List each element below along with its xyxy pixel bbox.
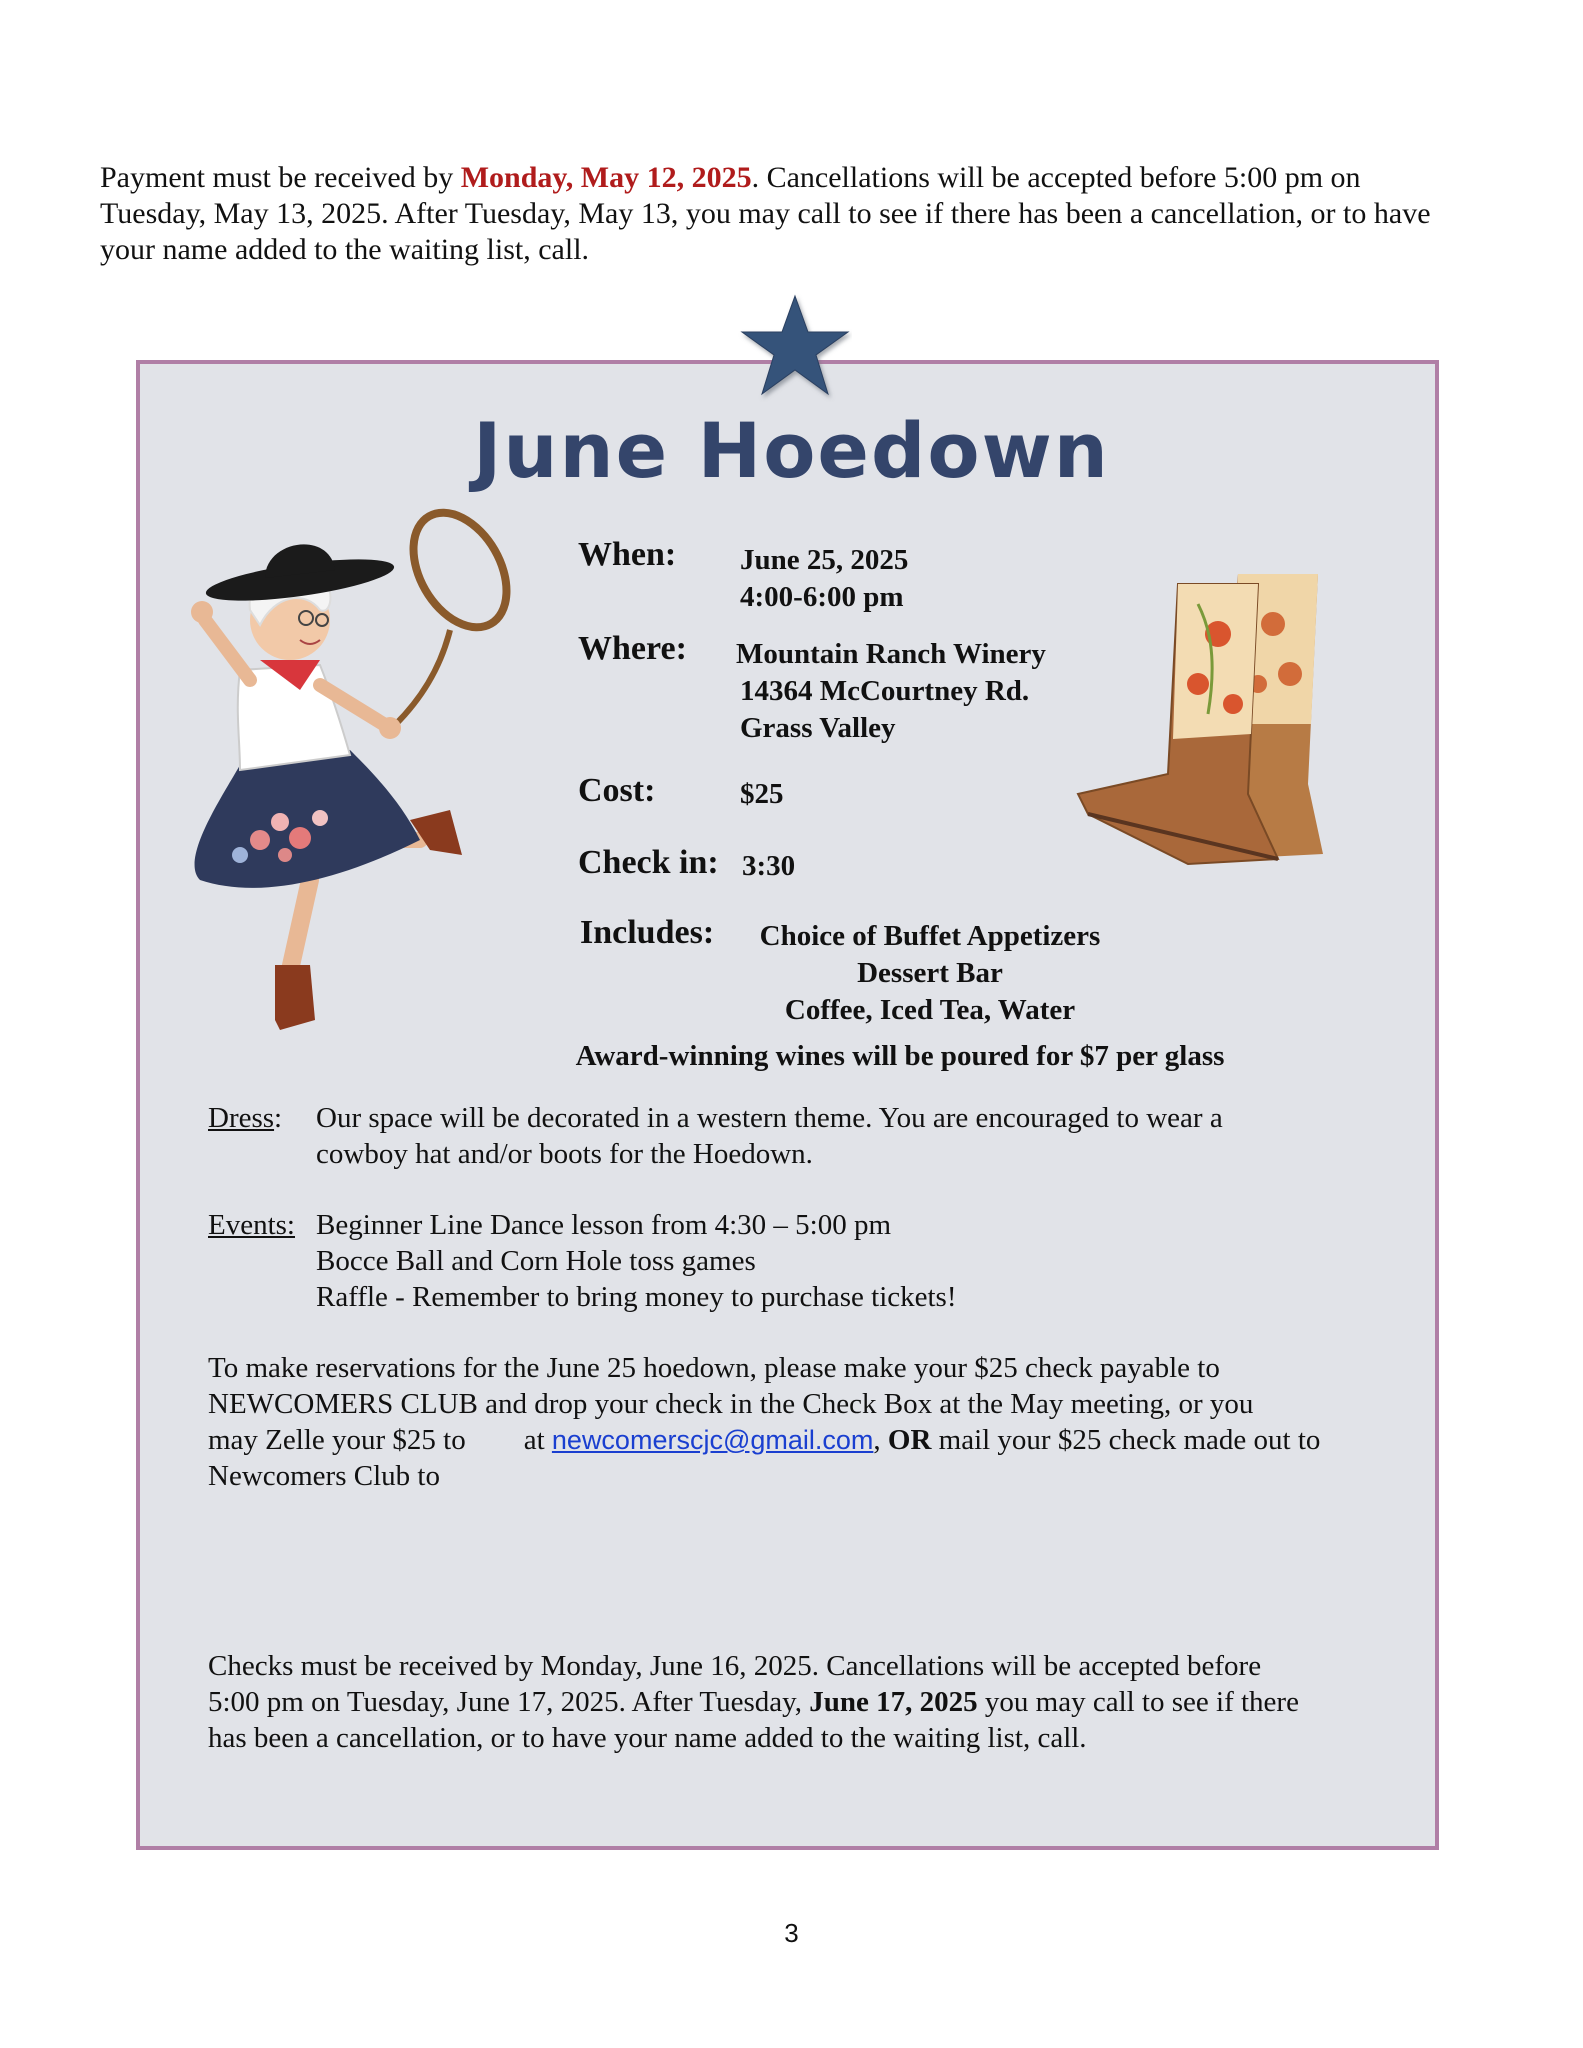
reservations-at: at (523, 1424, 552, 1456)
checks-line: has been a cancellation, or to have your name added to the waiting list, call. (208, 1722, 1087, 1754)
event-time: 4:00-6:00 pm (740, 581, 904, 613)
dress-text (316, 1100, 1416, 1172)
dress-line: cowboy hat and/or boots for the Hoedown. (316, 1138, 813, 1170)
page-number: 3 (784, 1918, 799, 1948)
includes-list (740, 918, 1120, 1029)
email-link[interactable]: newcomerscjc@gmail.com (551, 1425, 874, 1455)
event-title: June Hoedown (473, 406, 1110, 495)
includes-item: Coffee, Iced Tea, Water (784, 994, 1076, 1026)
checkin-label: Check in: (578, 844, 719, 881)
checks-line2-text: 5:00 pm on Tuesday, June 17, 2025. After Tuesday, (208, 1686, 810, 1718)
where-label: Where: (578, 630, 687, 667)
cost-label: Cost: (578, 772, 656, 809)
venue-city: Grass Valley (740, 712, 896, 744)
dress-label-wrap (208, 1100, 282, 1136)
events-label: Events: (208, 1209, 295, 1241)
checkin-value: 3:30 (742, 850, 796, 882)
intro-paragraph (100, 160, 1460, 268)
intro-before: Payment must be received by (100, 161, 461, 194)
cost-value: $25 (740, 778, 784, 810)
dress-label: Dress (208, 1102, 275, 1134)
payment-deadline: Monday, May 12, 2025 (460, 161, 752, 194)
includes-item: Dessert Bar (857, 957, 1003, 989)
when-label: When: (578, 536, 677, 573)
includes-item: Choice of Buffet Appetizers (759, 920, 1101, 952)
reservations-comma: , (873, 1424, 888, 1456)
dress-line: Our space will be decorated in a western theme. You are encouraged to wear a (316, 1102, 1223, 1134)
reservations-line: Newcomers Club to (208, 1460, 440, 1492)
reservations-zelle: may Zelle your $25 to (208, 1424, 466, 1456)
dress-colon: : (274, 1102, 283, 1134)
checks-line2 (208, 1684, 1438, 1720)
events-list (316, 1207, 1416, 1315)
checks-deadline: June 17, 2025 (809, 1686, 978, 1718)
checks-line: Checks must be received by Monday, June 16, 2025. Cancellations will be accepted before (208, 1650, 1262, 1682)
reservations-or: OR (887, 1424, 932, 1456)
reservations-line: To make reservations for the June 25 hoedown, please make your $25 check payable to (208, 1352, 1220, 1384)
events-item: Beginner Line Dance lesson from 4:30 – 5:00 pm (316, 1209, 892, 1241)
checks-paragraph (208, 1648, 1438, 1756)
events-item: Raffle - Remember to bring money to purchase tickets! (316, 1281, 957, 1313)
reservations-line: NEWCOMERS CLUB and drop your check in the Check Box at the May meeting, or you (208, 1388, 1254, 1420)
venue-name: Mountain Ranch Winery (736, 638, 1046, 670)
reservations-paragraph (208, 1350, 1438, 1494)
star-icon (738, 292, 852, 402)
reservations-line3 (208, 1422, 1438, 1458)
event-date: June 25, 2025 (740, 544, 909, 576)
cowgirl-illustration (180, 500, 580, 1050)
wine-note: Award-winning wines will be poured for $7 per glass (575, 1040, 1225, 1072)
includes-label: Includes: (580, 914, 715, 951)
reservations-mail: mail your $25 check made out to (931, 1424, 1321, 1456)
venue-street: 14364 McCourtney Rd. (740, 675, 1030, 707)
intro-after: . Cancellations will be accepted before 5:00 pm on Tuesday, May 13, 2025. After Tuesday, May 13, you may call to see if there has been a cancellation, or to have your name added to the waiting list, call. (100, 161, 1431, 266)
events-item: Bocce Ball and Corn Hole toss games (316, 1245, 756, 1277)
where-value (736, 636, 1046, 747)
when-value (740, 542, 908, 616)
boots-illustration (1068, 564, 1340, 874)
checks-line2-end: you may call to see if there (977, 1686, 1299, 1718)
